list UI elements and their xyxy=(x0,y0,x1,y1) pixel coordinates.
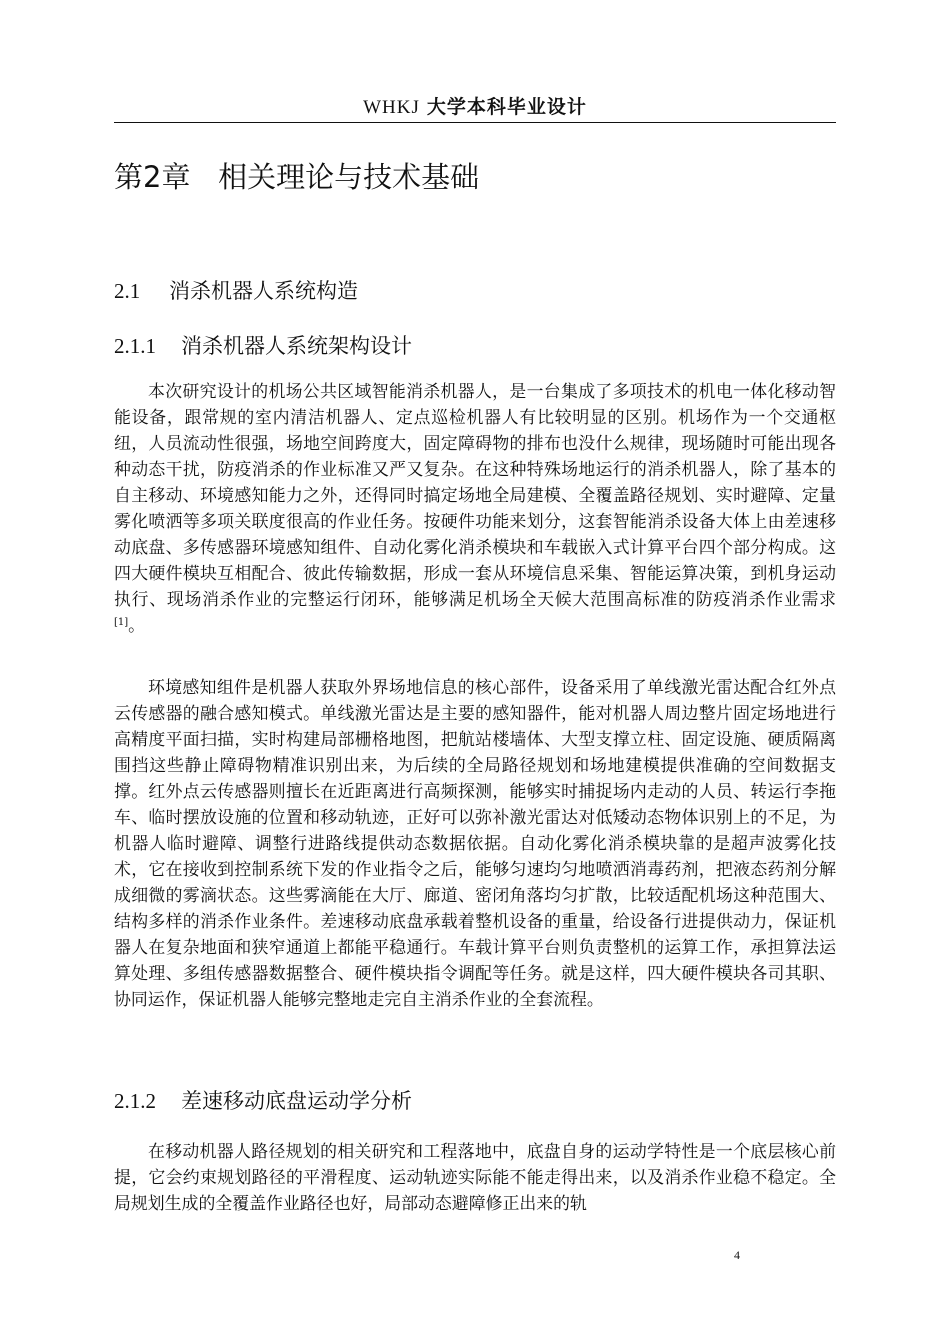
body-paragraph: 环境感知组件是机器人获取外界场地信息的核心部件，设备采用了单线激光雷达配合红外点云传感器的融合感知模式。单线激光雷达是主要的感知器件，能对机器人周边整片固定场地进行高精度平面扫描，实时构建局部栅格地图，把航站楼墙体、大型支撑立柱、固定设施、硬质隔离围挡这些静止障碍物精准识别出来，为后续的全局路径规划和场地建模提供准确的空间数据支撑。红外点云传感器则擅长在近距离进行高频探测，能够实时捕捉场内走动的人员、转运行李拖车、临时摆放设施的位置和移动轨迹，正好可以弥补激光雷达对低矮动态物体识别上的不足，为机器人临时避障、调整行进路线提供动态数据依据。自动化雾化消杀模块靠的是超声波雾化技术，它在接收到控制系统下发的作业指令之后，能够匀速均匀地喷洒消毒药剂，把液态药剂分解成细微的雾滴状态。这些雾滴能在大厅、廊道、密闭角落均匀扩散，比较适配机场这种范围大、结构多样的消杀作业条件。差速移动底盘承载着整机设备的重量，给设备行进提供动力，保证机器人在复杂地面和狭窄通道上都能平稳通行。车载计算平台则负责整机的运算工作，承担算法运算处理、多组传感器数据整合、硬件模块指令调配等任务。就是这样，四大硬件模块各司其职、协同运作，保证机器人能够完整地走完自主消杀作业的全套流程。 xyxy=(114,677,836,1009)
chapter-title: 相关理论与技术基础 xyxy=(218,160,480,194)
subsection-heading xyxy=(114,1086,412,1116)
subsection-title: 差速移动底盘运动学分析 xyxy=(181,1089,412,1113)
paragraph-end: 。 xyxy=(128,615,146,635)
section-title: 消杀机器人系统构造 xyxy=(169,279,358,303)
chapter-number: 第2章 xyxy=(114,160,191,194)
page-footer: 4 xyxy=(734,1248,740,1262)
header-title: 大学本科毕业设计 xyxy=(426,96,587,118)
header-rule xyxy=(114,122,836,123)
body-paragraph xyxy=(114,378,836,638)
chapter-heading xyxy=(114,157,479,197)
subsection-number: 2.1.1 xyxy=(114,334,156,358)
citation-reference[interactable]: [1] xyxy=(114,617,129,628)
subsection-number: 2.1.2 xyxy=(114,1089,156,1113)
subsection-heading xyxy=(114,331,412,361)
paragraph-text: 本次研究设计的机场公共区域智能消杀机器人，是一台集成了多项技术的机电一体化移动智能设备，跟常规的室内清洁机器人、定点巡检机器人有比较明显的区别。机场作为一个交通枢纽，人员流动性很强，场地空间跨度大，固定障碍物的排布也没什么规律，现场随时可能出现各种动态干扰，防疫消杀的作业标准又严又复杂。在这种特殊场地运行的消杀机器人，除了基本的自主移动、环境感知能力之外，还得同时搞定场地全局建模、全覆盖路径规划、实时避障、定量雾化喷洒等多项关联度很高的作业任务。按硬件功能来划分，这套智能消杀设备大体上由差速移动底盘、多传感器环境感知组件、自动化雾化消杀模块和车载嵌入式计算平台四个部分构成。这四大硬件模块互相配合、彼此传输数据，形成一套从环境信息采集、智能运算决策，到机身运动执行、现场消杀作业的完整运行闭环，能够满足机场全天候大范围高标准的防疫消杀作业需求 xyxy=(114,381,836,609)
body-paragraph: 在移动机器人路径规划的相关研究和工程落地中，底盘自身的运动学特性是一个底层核心前提，它会约束规划路径的平滑程度、运动轨迹实际能不能走得出来，以及消杀作业稳不稳定。全局规划生成的全覆盖作业路径也好，局部动态避障修正出来的轨 xyxy=(114,1141,836,1213)
subsection-title: 消杀机器人系统架构设计 xyxy=(181,334,412,358)
section-number: 2.1 xyxy=(114,279,141,303)
page-header xyxy=(114,94,836,121)
section-heading xyxy=(114,276,358,306)
header-prefix: WHKJ xyxy=(363,97,420,118)
